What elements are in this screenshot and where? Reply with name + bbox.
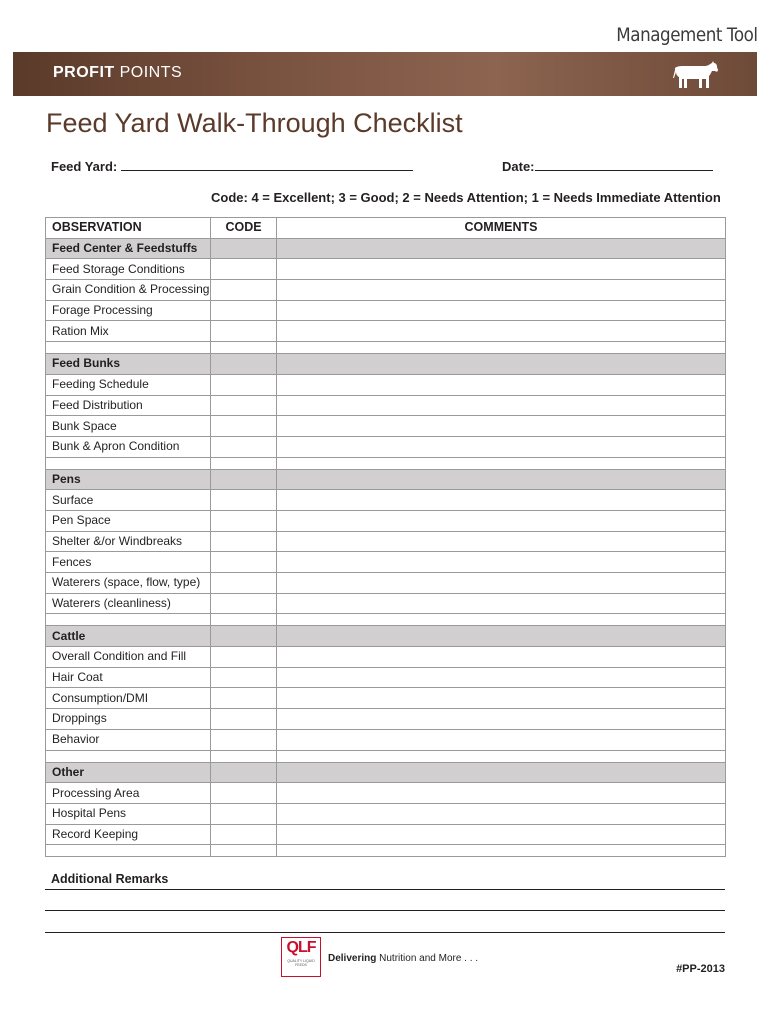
remark-line[interactable] <box>45 910 725 911</box>
comment-cell[interactable] <box>277 729 726 750</box>
observation-label: Pen Space <box>46 510 211 531</box>
header-observation: OBSERVATION <box>46 218 211 239</box>
comment-cell[interactable] <box>277 395 726 416</box>
observation-label: Ration Mix <box>46 321 211 342</box>
additional-remarks-label: Additional Remarks <box>51 872 169 886</box>
comment-cell[interactable] <box>277 321 726 342</box>
comment-cell[interactable] <box>277 300 726 321</box>
code-cell[interactable] <box>211 321 277 342</box>
comment-cell[interactable] <box>277 531 726 552</box>
observation-row <box>46 490 726 511</box>
spacer-row <box>46 750 726 762</box>
date-label: Date: <box>502 159 535 174</box>
feed-yard-label: Feed Yard: <box>51 159 118 174</box>
comment-cell[interactable] <box>277 593 726 614</box>
spacer-cell <box>277 457 726 469</box>
observation-label: Fences <box>46 552 211 573</box>
spacer-cell <box>211 457 277 469</box>
observation-label: Behavior <box>46 729 211 750</box>
section-row <box>46 626 726 647</box>
comment-cell[interactable] <box>277 280 726 301</box>
code-cell[interactable] <box>211 395 277 416</box>
observation-label: Surface <box>46 490 211 511</box>
spacer-cell <box>211 750 277 762</box>
code-legend: Code: 4 = Excellent; 3 = Good; 2 = Needs Attention; 1 = Needs Immediate Attention <box>211 190 721 205</box>
section-code-cell <box>211 469 277 490</box>
observation-row <box>46 259 726 280</box>
spacer-row <box>46 614 726 626</box>
observation-label: Droppings <box>46 709 211 730</box>
comment-cell[interactable] <box>277 510 726 531</box>
section-title: Cattle <box>46 626 211 647</box>
code-cell[interactable] <box>211 573 277 594</box>
document-code: #PP-2013 <box>676 963 725 975</box>
section-title: Pens <box>46 469 211 490</box>
code-cell[interactable] <box>211 531 277 552</box>
observation-row <box>46 688 726 709</box>
section-comment-cell <box>277 354 726 375</box>
observation-label: Feeding Schedule <box>46 374 211 395</box>
code-cell[interactable] <box>211 647 277 668</box>
code-cell[interactable] <box>211 259 277 280</box>
section-title: Feed Center & Feedstuffs <box>46 238 211 259</box>
qlf-logo <box>281 937 321 977</box>
code-cell[interactable] <box>211 374 277 395</box>
comment-cell[interactable] <box>277 783 726 804</box>
spacer-cell <box>277 614 726 626</box>
observation-row <box>46 300 726 321</box>
code-cell[interactable] <box>211 416 277 437</box>
observation-label: Record Keeping <box>46 824 211 845</box>
code-cell[interactable] <box>211 688 277 709</box>
section-row <box>46 354 726 375</box>
observation-row <box>46 374 726 395</box>
code-cell[interactable] <box>211 552 277 573</box>
comment-cell[interactable] <box>277 824 726 845</box>
comment-cell[interactable] <box>277 490 726 511</box>
observation-row <box>46 531 726 552</box>
code-cell[interactable] <box>211 300 277 321</box>
spacer-cell <box>211 845 277 857</box>
brand-name <box>53 64 182 82</box>
observation-row <box>46 593 726 614</box>
code-cell[interactable] <box>211 490 277 511</box>
section-code-cell <box>211 762 277 783</box>
spacer-cell <box>46 457 211 469</box>
observation-row <box>46 667 726 688</box>
section-code-cell <box>211 626 277 647</box>
section-comment-cell <box>277 469 726 490</box>
comment-cell[interactable] <box>277 688 726 709</box>
observation-label: Grain Condition & Processing <box>46 280 211 301</box>
observation-label: Feed Distribution <box>46 395 211 416</box>
observation-label: Consumption/DMI <box>46 688 211 709</box>
observation-label: Feed Storage Conditions <box>46 259 211 280</box>
observation-row <box>46 647 726 668</box>
spacer-row <box>46 457 726 469</box>
observation-row <box>46 552 726 573</box>
section-row <box>46 469 726 490</box>
observation-label: Waterers (cleanliness) <box>46 593 211 614</box>
cow-icon <box>671 58 719 90</box>
observation-row <box>46 729 726 750</box>
feed-yard-blank[interactable] <box>121 170 413 171</box>
section-code-cell <box>211 238 277 259</box>
section-row <box>46 762 726 783</box>
code-cell[interactable] <box>211 510 277 531</box>
observation-row <box>46 709 726 730</box>
observation-row <box>46 416 726 437</box>
observation-label: Hair Coat <box>46 667 211 688</box>
code-cell[interactable] <box>211 783 277 804</box>
tagline-rest: Nutrition and More . . . <box>376 953 479 964</box>
brand-rest: POINTS <box>114 64 183 81</box>
code-cell[interactable] <box>211 280 277 301</box>
spacer-cell <box>211 614 277 626</box>
brand-bold: PROFIT <box>53 64 115 81</box>
footer-tagline <box>328 953 478 964</box>
section-comment-cell <box>277 762 726 783</box>
comment-cell[interactable] <box>277 803 726 824</box>
spacer-cell <box>277 845 726 857</box>
comment-cell[interactable] <box>277 709 726 730</box>
code-cell[interactable] <box>211 803 277 824</box>
observation-label: Shelter &/or Windbreaks <box>46 531 211 552</box>
profit-points-banner <box>13 52 757 96</box>
spacer-cell <box>46 342 211 354</box>
table-header-row <box>46 218 726 239</box>
observation-label: Processing Area <box>46 783 211 804</box>
logo-text: QLF <box>286 939 316 956</box>
observation-label: Waterers (space, flow, type) <box>46 573 211 594</box>
code-cell[interactable] <box>211 667 277 688</box>
section-row <box>46 238 726 259</box>
observation-row <box>46 573 726 594</box>
observation-row <box>46 803 726 824</box>
comment-cell[interactable] <box>277 667 726 688</box>
spacer-row <box>46 342 726 354</box>
spacer-cell <box>46 845 211 857</box>
code-cell[interactable] <box>211 436 277 457</box>
checklist-table <box>45 217 726 857</box>
section-title: Feed Bunks <box>46 354 211 375</box>
comment-cell[interactable] <box>277 647 726 668</box>
observation-label: Bunk Space <box>46 416 211 437</box>
date-blank[interactable] <box>535 170 713 171</box>
code-cell[interactable] <box>211 729 277 750</box>
header-code: CODE <box>211 218 277 239</box>
observation-row <box>46 783 726 804</box>
spacer-cell <box>277 342 726 354</box>
code-cell[interactable] <box>211 824 277 845</box>
comment-cell[interactable] <box>277 436 726 457</box>
remark-line[interactable] <box>45 932 725 933</box>
logo-subtext: QUALITY LIQUID FEEDS <box>287 959 315 967</box>
spacer-cell <box>46 750 211 762</box>
section-comment-cell <box>277 238 726 259</box>
management-tool-label: Management Tool <box>616 24 758 46</box>
observation-row <box>46 510 726 531</box>
observation-row <box>46 395 726 416</box>
section-title: Other <box>46 762 211 783</box>
section-code-cell <box>211 354 277 375</box>
header-comments: COMMENTS <box>277 218 726 239</box>
observation-row <box>46 436 726 457</box>
page-title: Feed Yard Walk-Through Checklist <box>46 108 463 138</box>
date-field[interactable] <box>502 159 713 174</box>
observation-label: Bunk & Apron Condition <box>46 436 211 457</box>
comment-cell[interactable] <box>277 374 726 395</box>
observation-row <box>46 321 726 342</box>
observation-label: Overall Condition and Fill <box>46 647 211 668</box>
checklist-body <box>46 238 726 857</box>
comment-cell[interactable] <box>277 552 726 573</box>
comment-cell[interactable] <box>277 416 726 437</box>
observation-row <box>46 280 726 301</box>
section-comment-cell <box>277 626 726 647</box>
spacer-cell <box>46 614 211 626</box>
spacer-cell <box>277 750 726 762</box>
remark-line[interactable] <box>45 889 725 890</box>
code-cell[interactable] <box>211 709 277 730</box>
observation-label: Hospital Pens <box>46 803 211 824</box>
spacer-cell <box>211 342 277 354</box>
code-cell[interactable] <box>211 593 277 614</box>
spacer-row <box>46 845 726 857</box>
comment-cell[interactable] <box>277 259 726 280</box>
observation-row <box>46 824 726 845</box>
tagline-bold: Delivering <box>328 953 377 964</box>
feed-yard-field[interactable] <box>51 159 413 174</box>
observation-label: Forage Processing <box>46 300 211 321</box>
comment-cell[interactable] <box>277 573 726 594</box>
